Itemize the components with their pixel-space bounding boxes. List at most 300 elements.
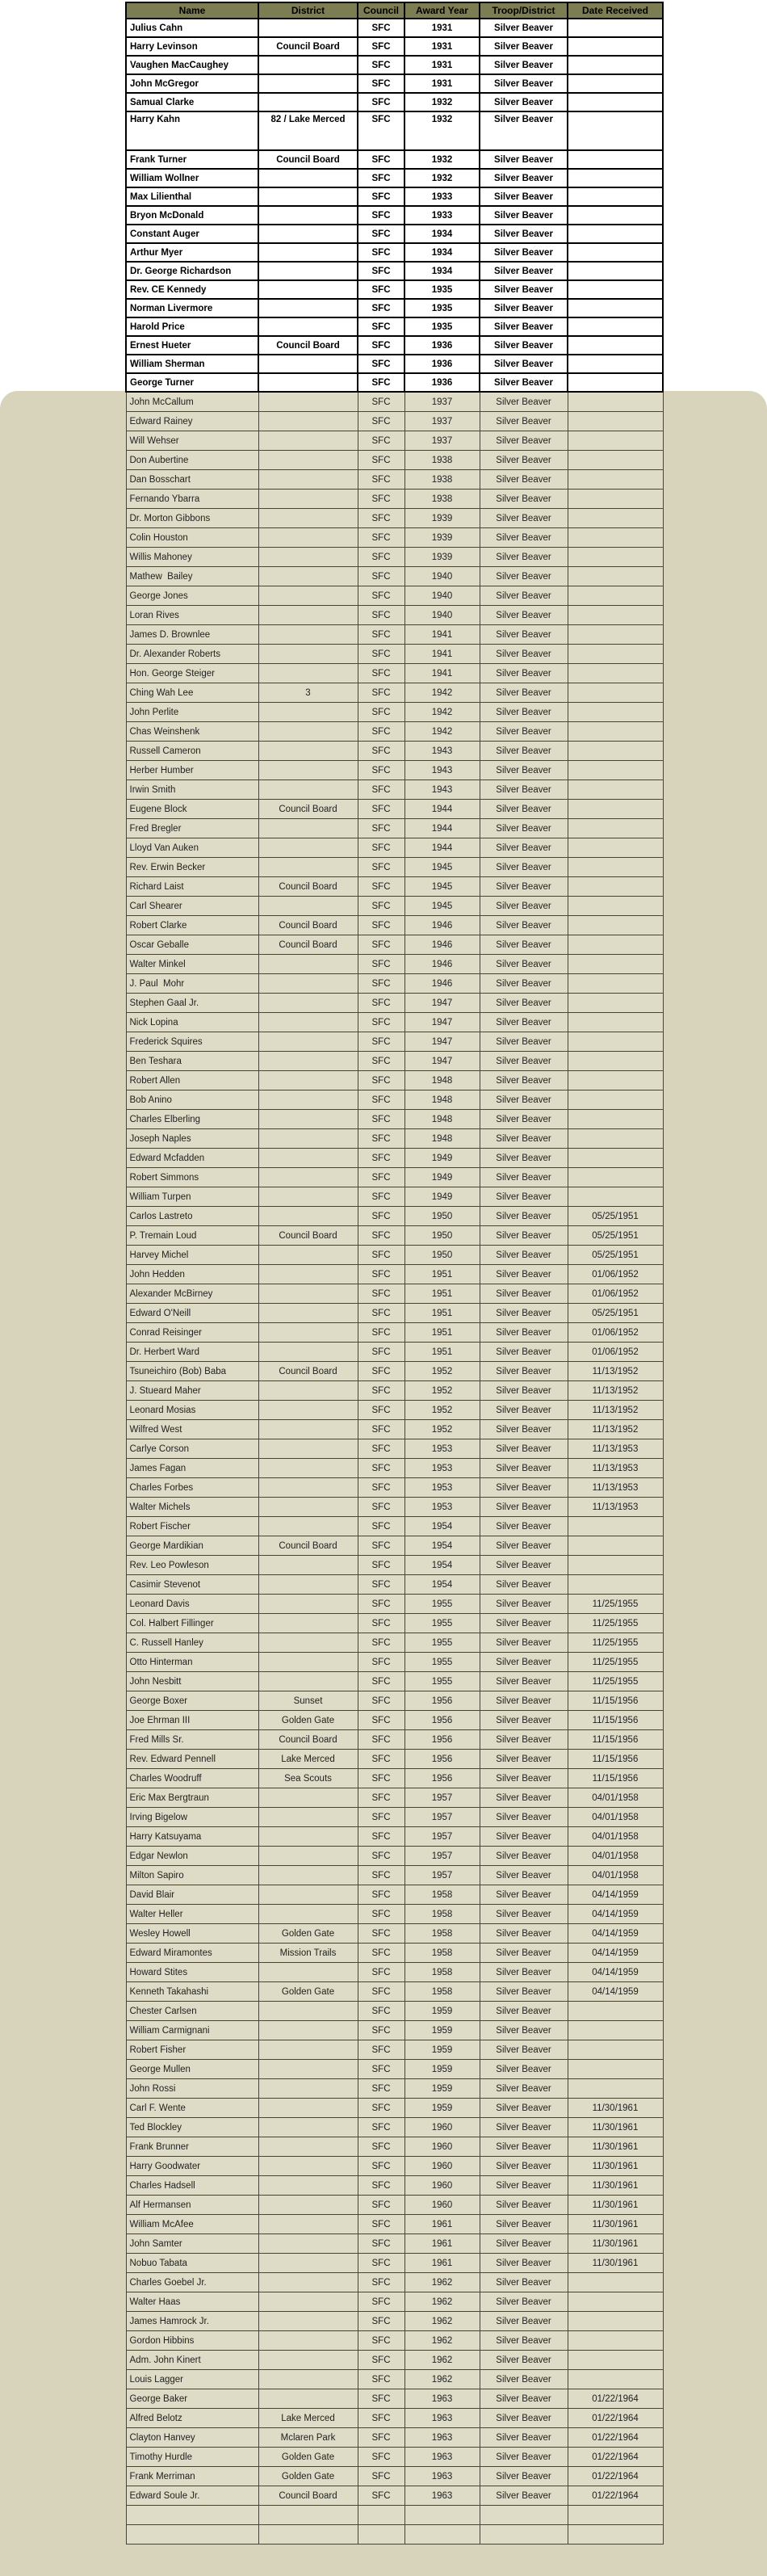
cell-award-year: 1951 — [404, 1323, 480, 1343]
cell-council: SFC — [358, 2351, 404, 2370]
cell-district — [258, 1614, 358, 1633]
cell-award-year: 1934 — [404, 262, 480, 280]
cell-date-received: 11/25/1955 — [568, 1614, 663, 1633]
table-row — [126, 916, 663, 935]
cell-date-received — [568, 169, 663, 187]
cell-award-year: 1958 — [404, 1885, 480, 1905]
cell-troop-district: Silver Beaver — [480, 819, 568, 838]
cell-name: Alf Hermansen — [126, 2196, 258, 2215]
cell-council: SFC — [358, 1517, 404, 1536]
cell-date-received — [568, 150, 663, 169]
cell-name: Frank Turner — [126, 150, 258, 169]
cell-award-year: 1946 — [404, 916, 480, 935]
table-row — [126, 1420, 663, 1439]
cell-troop-district: Silver Beaver — [480, 1032, 568, 1052]
table-row — [126, 1691, 663, 1711]
cell-date-received — [568, 1575, 663, 1595]
table-row — [126, 1653, 663, 1672]
cell-name: Dr. Alexander Roberts — [126, 645, 258, 664]
cell-name: Hon. George Steiger — [126, 664, 258, 683]
cell-council: SFC — [358, 1614, 404, 1633]
cell-name: Harold Price — [126, 317, 258, 336]
table-row — [126, 761, 663, 780]
table-row — [126, 111, 663, 150]
cell-council: SFC — [358, 2215, 404, 2234]
cell-troop-district: Silver Beaver — [480, 1575, 568, 1595]
cell-troop-district: Silver Beaver — [480, 451, 568, 470]
cell-date-received: 01/06/1952 — [568, 1265, 663, 1284]
cell-council: SFC — [358, 935, 404, 955]
cell-date-received — [568, 1187, 663, 1207]
cell-troop-district: Silver Beaver — [480, 243, 568, 262]
cell-troop-district: Silver Beaver — [480, 2254, 568, 2273]
cell-name: William Sherman — [126, 355, 258, 373]
cell-award-year: 1951 — [404, 1304, 480, 1323]
cell-council: SFC — [358, 2467, 404, 2486]
cell-district — [258, 2021, 358, 2040]
cell-award-year: 1948 — [404, 1071, 480, 1090]
cell-date-received: 11/15/1956 — [568, 1730, 663, 1750]
cell-award-year: 1952 — [404, 1362, 480, 1381]
cell-name: Edward Miramontes — [126, 1944, 258, 1963]
cell-council: SFC — [358, 955, 404, 974]
cell-name: Rev. Edward Pennell — [126, 1750, 258, 1769]
cell-award-year: 1942 — [404, 683, 480, 703]
cell-date-received: 11/13/1952 — [568, 1362, 663, 1381]
cell-name: Frank Merriman — [126, 2467, 258, 2486]
cell-name: George Mullen — [126, 2060, 258, 2079]
cell-date-received — [568, 373, 663, 392]
table-row — [126, 1556, 663, 1575]
cell-troop-district: Silver Beaver — [480, 897, 568, 916]
cell-district — [258, 2331, 358, 2351]
cell-troop-district: Silver Beaver — [480, 2157, 568, 2176]
cell-council: SFC — [358, 897, 404, 916]
cell-district — [258, 1304, 358, 1323]
cell-date-received — [568, 2351, 663, 2370]
cell-council: SFC — [358, 2389, 404, 2409]
table-row — [126, 2409, 663, 2428]
cell-date-received — [568, 1090, 663, 1110]
cell-name: Bob Anino — [126, 1090, 258, 1110]
cell-name: P. Tremain Loud — [126, 1226, 258, 1246]
table-row — [126, 528, 663, 548]
table-row — [126, 206, 663, 225]
cell-date-received: 11/30/1961 — [568, 2254, 663, 2273]
table-row — [126, 1944, 663, 1963]
table-row — [126, 935, 663, 955]
cell-award-year: 1934 — [404, 243, 480, 262]
cell-council: SFC — [358, 1847, 404, 1866]
cell-district — [258, 262, 358, 280]
table-row — [126, 2118, 663, 2137]
cell-date-received: 04/14/1959 — [568, 1963, 663, 1982]
cell-district: Council Board — [258, 1362, 358, 1381]
cell-name: Rev. Leo Powleson — [126, 1556, 258, 1575]
cell-troop-district: Silver Beaver — [480, 431, 568, 451]
table-row — [126, 1788, 663, 1808]
cell-date-received — [568, 897, 663, 916]
cell-troop-district: Silver Beaver — [480, 1556, 568, 1575]
table-row — [126, 1362, 663, 1381]
cell-district — [258, 2137, 358, 2157]
cell-award-year: 1935 — [404, 317, 480, 336]
cell-award-year: 1936 — [404, 336, 480, 355]
cell-district — [258, 606, 358, 625]
table-row — [126, 336, 663, 355]
cell-name: James Fagan — [126, 1459, 258, 1478]
cell-council: SFC — [358, 2273, 404, 2292]
cell-council: SFC — [358, 819, 404, 838]
cell-troop-district: Silver Beaver — [480, 722, 568, 742]
cell-name: Carl F. Wente — [126, 2099, 258, 2118]
table-row — [126, 722, 663, 742]
cell-troop-district: Silver Beaver — [480, 1730, 568, 1750]
cell-troop-district: Silver Beaver — [480, 187, 568, 206]
cell-award-year: 1952 — [404, 1401, 480, 1420]
cell-district — [258, 280, 358, 299]
cell-council: SFC — [358, 355, 404, 373]
cell-district — [258, 509, 358, 528]
cell-district: Council Board — [258, 2486, 358, 2506]
cell-troop-district: Silver Beaver — [480, 2176, 568, 2196]
cell-council: SFC — [358, 1750, 404, 1769]
cell-troop-district: Silver Beaver — [480, 645, 568, 664]
table-row — [126, 2215, 663, 2234]
cell-award-year: 1946 — [404, 955, 480, 974]
table-row — [126, 1401, 663, 1420]
cell-troop-district: Silver Beaver — [480, 169, 568, 187]
cell-council: SFC — [358, 1944, 404, 1963]
cell-date-received: 11/30/1961 — [568, 2157, 663, 2176]
cell-district — [258, 2099, 358, 2118]
cell-name: Clayton Hanvey — [126, 2428, 258, 2448]
cell-district: Council Board — [258, 1226, 358, 1246]
cell-date-received — [568, 37, 663, 56]
cell-name: Colin Houston — [126, 528, 258, 548]
cell-troop-district: Silver Beaver — [480, 2118, 568, 2137]
table-row — [126, 1905, 663, 1924]
cell-award-year: 1938 — [404, 451, 480, 470]
cell-council: SFC — [358, 1982, 404, 2002]
cell-award-year: 1950 — [404, 1246, 480, 1265]
table-row — [126, 56, 663, 74]
cell-award-year: 1962 — [404, 2292, 480, 2312]
table-row — [126, 994, 663, 1013]
cell-district — [258, 1246, 358, 1265]
cell-council: SFC — [358, 1788, 404, 1808]
cell-district — [258, 1284, 358, 1304]
cell-award-year: 1951 — [404, 1343, 480, 1362]
cell-district — [258, 1595, 358, 1614]
cell-name: Bryon McDonald — [126, 206, 258, 225]
cell-district — [258, 1478, 358, 1498]
cell-date-received — [568, 935, 663, 955]
cell-name: Irwin Smith — [126, 780, 258, 800]
table-row — [126, 2448, 663, 2467]
cell-district — [258, 955, 358, 974]
cell-award-year: 1963 — [404, 2389, 480, 2409]
cell-award-year: 1945 — [404, 858, 480, 877]
cell-troop-district: Silver Beaver — [480, 1633, 568, 1653]
cell-troop-district: Silver Beaver — [480, 877, 568, 897]
cell-name: Col. Halbert Fillinger — [126, 1614, 258, 1633]
cell-troop-district: Silver Beaver — [480, 1381, 568, 1401]
cell-council: SFC — [358, 451, 404, 470]
cell-date-received — [568, 703, 663, 722]
cell-district — [258, 548, 358, 567]
cell-award-year: 1949 — [404, 1149, 480, 1168]
cell-date-received — [568, 761, 663, 780]
cell-date-received — [568, 509, 663, 528]
cell-date-received: 01/06/1952 — [568, 1343, 663, 1362]
table-row — [126, 1439, 663, 1459]
cell-name: C. Russell Hanley — [126, 1633, 258, 1653]
cell-troop-district: Silver Beaver — [480, 490, 568, 509]
cell-council: SFC — [358, 1323, 404, 1343]
cell-district: Council Board — [258, 877, 358, 897]
cell-date-received — [568, 645, 663, 664]
cell-award-year: 1958 — [404, 1963, 480, 1982]
table-row — [126, 1149, 663, 1168]
cell-award-year: 1931 — [404, 19, 480, 37]
table-row — [126, 2389, 663, 2409]
cell-council: SFC — [358, 187, 404, 206]
cell-troop-district: Silver Beaver — [480, 1110, 568, 1129]
table-row — [126, 897, 663, 916]
cell-date-received: 11/30/1961 — [568, 2118, 663, 2137]
table-row — [126, 1032, 663, 1052]
cell-council: SFC — [358, 2176, 404, 2196]
table-row — [126, 2486, 663, 2506]
cell-award-year: 1958 — [404, 1982, 480, 2002]
cell-district — [258, 2196, 358, 2215]
table-row — [126, 838, 663, 858]
table-row — [126, 625, 663, 645]
cell-date-received: 11/25/1955 — [568, 1653, 663, 1672]
cell-award-year: 1959 — [404, 2099, 480, 2118]
cell-name: Alfred Belotz — [126, 2409, 258, 2428]
cell-district — [258, 373, 358, 392]
table-row — [126, 169, 663, 187]
cell-council: SFC — [358, 994, 404, 1013]
table-row — [126, 1129, 663, 1149]
cell-district — [258, 1052, 358, 1071]
cell-award-year: 1961 — [404, 2215, 480, 2234]
cell-district — [258, 1149, 358, 1168]
cell-district — [258, 355, 358, 373]
cell-district — [258, 56, 358, 74]
cell-name: Dr. Morton Gibbons — [126, 509, 258, 528]
cell-name: John McCallum — [126, 392, 258, 412]
table-row — [126, 1536, 663, 1556]
cell-name: Samual Clarke — [126, 93, 258, 111]
cell-district — [258, 1032, 358, 1052]
cell-council: SFC — [358, 1808, 404, 1827]
cell-name: Fred Bregler — [126, 819, 258, 838]
cell-award-year: 1958 — [404, 1924, 480, 1944]
cell-council: SFC — [358, 490, 404, 509]
cell-award-year: 1950 — [404, 1226, 480, 1246]
cell-name: Tsuneichiro (Bob) Baba — [126, 1362, 258, 1381]
table-row — [126, 1498, 663, 1517]
table-row — [126, 355, 663, 373]
cell-name: George Baker — [126, 2389, 258, 2409]
cell-name: George Turner — [126, 373, 258, 392]
cell-troop-district: Silver Beaver — [480, 2215, 568, 2234]
cell-date-received — [568, 528, 663, 548]
table-row — [126, 2312, 663, 2331]
cell-name: Ernest Hueter — [126, 336, 258, 355]
cell-name: Constant Auger — [126, 225, 258, 243]
table-row — [126, 1052, 663, 1071]
table-row — [126, 1187, 663, 1207]
cell-date-received: 04/14/1959 — [568, 1982, 663, 2002]
cell-troop-district: Silver Beaver — [480, 2389, 568, 2409]
cell-name: Carlos Lastreto — [126, 1207, 258, 1226]
cell-district — [258, 299, 358, 317]
cell-troop-district: Silver Beaver — [480, 838, 568, 858]
cell-district — [258, 187, 358, 206]
cell-name: Harry Goodwater — [126, 2157, 258, 2176]
table-row — [126, 2331, 663, 2351]
cell-date-received — [568, 280, 663, 299]
cell-council: SFC — [358, 1381, 404, 1401]
cell-date-received — [568, 567, 663, 586]
cell-troop-district: Silver Beaver — [480, 1284, 568, 1304]
cell-troop-district: Silver Beaver — [480, 1090, 568, 1110]
cell-date-received: 11/13/1953 — [568, 1478, 663, 1498]
cell-council: SFC — [358, 2099, 404, 2118]
cell-troop-district: Silver Beaver — [480, 1304, 568, 1323]
cell-council: SFC — [358, 93, 404, 111]
cell-council: SFC — [358, 586, 404, 606]
cell-name: William McAfee — [126, 2215, 258, 2234]
table-row — [126, 1827, 663, 1847]
cell-district — [258, 703, 358, 722]
cell-troop-district: Silver Beaver — [480, 150, 568, 169]
cell-name: Kenneth Takahashi — [126, 1982, 258, 2002]
cell-council: SFC — [358, 2157, 404, 2176]
cell-date-received — [568, 1052, 663, 1071]
cell-award-year: 1957 — [404, 1827, 480, 1847]
cell-council: SFC — [358, 317, 404, 336]
cell-council: SFC — [358, 336, 404, 355]
cell-troop-district: Silver Beaver — [480, 858, 568, 877]
cell-council: SFC — [358, 567, 404, 586]
cell-district: Council Board — [258, 37, 358, 56]
cell-name: Joseph Naples — [126, 1129, 258, 1149]
cell-council: SFC — [358, 1711, 404, 1730]
cell-troop-district: Silver Beaver — [480, 1808, 568, 1827]
cell-name: Frederick Squires — [126, 1032, 258, 1052]
cell-date-received: 11/13/1952 — [568, 1381, 663, 1401]
table-row — [126, 280, 663, 299]
cell-date-received — [568, 355, 663, 373]
cell-council: SFC — [358, 606, 404, 625]
cell-date-received — [568, 2079, 663, 2099]
cell-name: Julius Cahn — [126, 19, 258, 37]
cell-date-received — [568, 742, 663, 761]
cell-council: SFC — [358, 2409, 404, 2428]
cell-date-received: 01/06/1952 — [568, 1284, 663, 1304]
cell-name: Casimir Stevenot — [126, 1575, 258, 1595]
cell-troop-district: Silver Beaver — [480, 2312, 568, 2331]
table-row — [126, 1711, 663, 1730]
cell-troop-district: Silver Beaver — [480, 2021, 568, 2040]
cell-district — [258, 625, 358, 645]
cell-date-received — [568, 955, 663, 974]
cell-council: SFC — [358, 1149, 404, 1168]
cell-council: SFC — [358, 392, 404, 412]
cell-award-year: 1951 — [404, 1284, 480, 1304]
cell-date-received: 11/15/1956 — [568, 1750, 663, 1769]
cell-district — [258, 528, 358, 548]
cell-name: Chester Carlsen — [126, 2002, 258, 2021]
cell-award-year: 1935 — [404, 299, 480, 317]
cell-council: SFC — [358, 800, 404, 819]
cell-council: SFC — [358, 1284, 404, 1304]
cell-date-received — [568, 2331, 663, 2351]
cell-award-year: 1942 — [404, 722, 480, 742]
cell-council: SFC — [358, 974, 404, 994]
cell-district — [258, 2292, 358, 2312]
table-row — [126, 412, 663, 431]
cell-name: Harry Katsuyama — [126, 1827, 258, 1847]
cell-council: SFC — [358, 877, 404, 897]
cell-council: SFC — [358, 509, 404, 528]
cell-award-year: 1953 — [404, 1459, 480, 1478]
cell-council — [358, 2506, 404, 2525]
cell-district: Lake Merced — [258, 1750, 358, 1769]
cell-award-year: 1940 — [404, 586, 480, 606]
cell-name: Herber Humber — [126, 761, 258, 780]
cell-award-year: 1959 — [404, 2021, 480, 2040]
table-row — [126, 2060, 663, 2079]
cell-district: Mclaren Park — [258, 2428, 358, 2448]
cell-district — [258, 858, 358, 877]
cell-date-received: 11/30/1961 — [568, 2099, 663, 2118]
column-header-troop-district: Troop/District — [480, 2, 568, 19]
cell-award-year: 1939 — [404, 548, 480, 567]
cell-date-received: 01/22/1964 — [568, 2467, 663, 2486]
cell-troop-district: Silver Beaver — [480, 2370, 568, 2389]
cell-council: SFC — [358, 1071, 404, 1090]
cell-date-received: 01/22/1964 — [568, 2389, 663, 2409]
cell-council: SFC — [358, 1905, 404, 1924]
cell-district — [258, 1827, 358, 1847]
cell-troop-district: Silver Beaver — [480, 1614, 568, 1633]
cell-name: Timothy Hurdle — [126, 2448, 258, 2467]
cell-troop-district: Silver Beaver — [480, 1750, 568, 1769]
cell-troop-district: Silver Beaver — [480, 262, 568, 280]
cell-date-received — [568, 2021, 663, 2040]
cell-troop-district: Silver Beaver — [480, 1769, 568, 1788]
cell-date-received: 05/25/1951 — [568, 1246, 663, 1265]
cell-district — [258, 1885, 358, 1905]
cell-award-year: 1937 — [404, 412, 480, 431]
cell-council: SFC — [358, 412, 404, 431]
table-row — [126, 2428, 663, 2448]
table-row — [126, 1575, 663, 1595]
cell-troop-district: Silver Beaver — [480, 412, 568, 431]
cell-name — [126, 2506, 258, 2525]
cell-name: Max Lilienthal — [126, 187, 258, 206]
cell-name: Nobuo Tabata — [126, 2254, 258, 2273]
table-row — [126, 490, 663, 509]
cell-district — [258, 1556, 358, 1575]
cell-council: SFC — [358, 1691, 404, 1711]
